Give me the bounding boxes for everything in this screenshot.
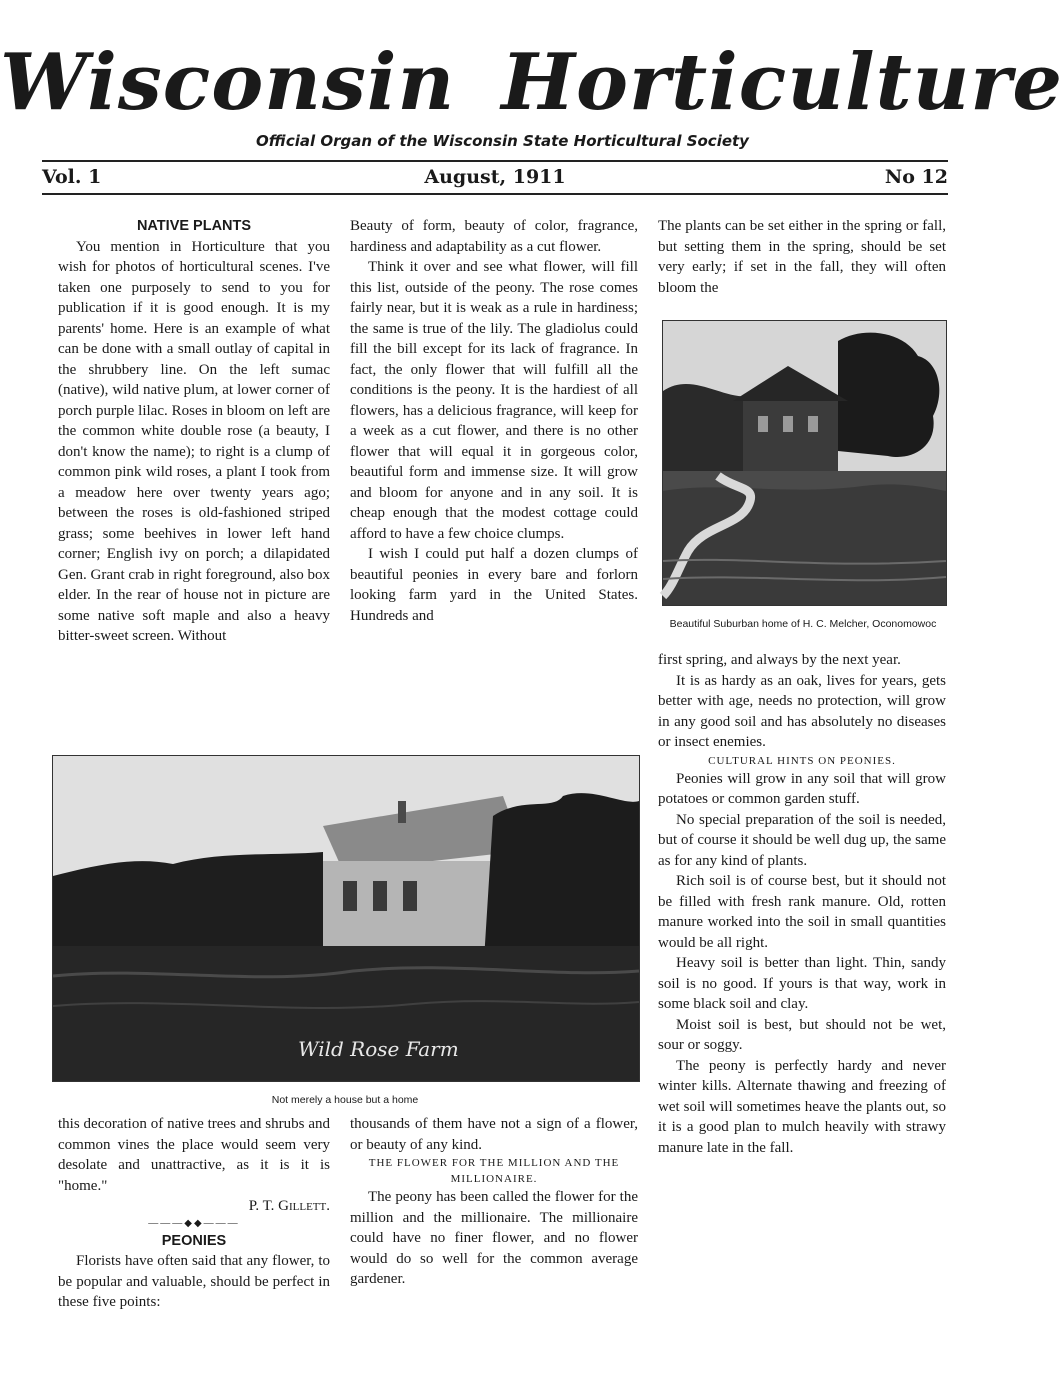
cultural-hints-heading: CULTURAL HINTS ON PEONIES. bbox=[708, 754, 896, 767]
million-paragraph-2: It is as hardy as an oak, lives for years, gets better with age, needs no protection, will grow in any good soil and has absolutely no diseases or insect enemies. bbox=[658, 672, 946, 750]
wild-rose-farm-illustration bbox=[53, 756, 639, 1081]
cultural-hint-3: Rich soil is of course best, but it should not be filled with fresh rank manure. Old, rotten manure worked into the soil in small quantities would be all right. bbox=[658, 873, 946, 951]
peonies-paragraph-continued: Beauty of form, beauty of color, fragrance, hardiness and adaptability as a cut flower. bbox=[350, 218, 638, 255]
peonies-paragraph-2: Think it over and see what flower, will fill this list, outside of the peony. The rose comes fairly near, but it is weak as a rule in hardiness; the same is true of the lily. The gladiolus could fill the bill except for its lack of fragrance. In fact, the only flower that will fulfill all the conditions is the peony. It is the hardiest of all flowers, has a delicious fragrance, will keep for a week as a cut flower, and there is no other flower that will equal it in gorgeous color, beautiful form and immense size. It will grow and bloom for anyone and in any soil. It is cheap enough that the modest cottage could afford to have a few choice clumps. bbox=[350, 259, 638, 542]
suburban-home-illustration bbox=[663, 321, 946, 605]
masthead-rule-top bbox=[42, 160, 948, 162]
column-3-bottom bbox=[658, 650, 946, 1158]
issue-number: No 12 bbox=[884, 166, 948, 188]
native-plants-signature: P. T. Gillett. bbox=[248, 1198, 330, 1214]
section-divider: ———◆◆——— bbox=[148, 1217, 240, 1229]
suburban-home-caption: Beautiful Suburban home of H. C. Melcher, Oconomowoc bbox=[669, 618, 937, 630]
column-1-top bbox=[58, 216, 330, 647]
issue-info-row bbox=[42, 166, 948, 190]
suburban-home-photo bbox=[662, 320, 947, 606]
million-heading: THE FLOWER FOR THE MILLION AND THE MILLIONAIRE. bbox=[368, 1157, 620, 1185]
masthead-rule-bottom bbox=[42, 193, 948, 195]
cultural-hint-4: Heavy soil is better than light. Thin, sandy soil is no good. If yours is that way, work in some black soil and clay. bbox=[658, 955, 946, 1012]
masthead-title bbox=[0, 37, 1063, 128]
million-paragraph-continued: The plants can be set either in the spring or fall, but setting them in the spring, should be set very early; if set in the fall, they will often bloom the bbox=[658, 218, 946, 296]
masthead-title-word1: Wisconsin bbox=[0, 37, 456, 128]
cultural-hint-2: No special preparation of the soil is needed, but of course it should be well dug up, the same as for any kind of plants. bbox=[658, 811, 946, 869]
farm-sign-text: Wild Rose Farm bbox=[298, 1037, 459, 1061]
peonies-heading: PEONIES bbox=[161, 1232, 227, 1249]
masthead-subtitle: Official Organ of the Wisconsin State Horticultural Society bbox=[256, 132, 749, 150]
cultural-hint-6: The peony is perfectly hardy and never winter kills. Alternate thawing and freezing of wet soil will sometimes heave the plants out, so it is a good plan to mulch heavily with strawy manure late in the fall. bbox=[658, 1057, 946, 1156]
cultural-hint-5: Moist soil is best, but should not be wet, sour or soggy. bbox=[658, 1016, 946, 1053]
column-3-top bbox=[658, 216, 946, 298]
million-paragraph-end: first spring, and always by the next year. bbox=[658, 652, 901, 668]
column-1-bottom bbox=[58, 1114, 330, 1313]
peonies-paragraph-3: I wish I could put half a dozen clumps of beautiful peonies in every bare and forlorn looking farm yard in the United States. Hundreds and bbox=[350, 546, 638, 624]
issue-date: August, 1911 bbox=[424, 166, 566, 188]
volume-label: Vol. 1 bbox=[42, 166, 102, 188]
masthead-title-word2: Horticulture bbox=[501, 37, 1063, 128]
million-paragraph-1: The peony has been called the flower for the million and the millionaire. The millionaire could have no finer flower, and no flower would do so well for the common average gardener. bbox=[350, 1189, 638, 1287]
native-plants-heading: NATIVE PLANTS bbox=[136, 218, 252, 234]
column-2-top bbox=[350, 216, 638, 626]
column-2-bottom bbox=[350, 1114, 638, 1290]
peonies-paragraph-3-end: thousands of them have not a sign of a flower, or beauty of any kind. bbox=[350, 1116, 638, 1153]
wild-rose-farm-photo bbox=[52, 755, 640, 1082]
peonies-paragraph-1: Florists have often said that any flower, to be popular and valuable, should be perfect in these five points: bbox=[58, 1253, 330, 1310]
wild-rose-farm-caption: Not merely a house but a home bbox=[271, 1094, 419, 1106]
cultural-hint-1: Peonies will grow in any soil that will grow potatoes or common garden stuff. bbox=[658, 770, 946, 807]
native-plants-paragraph-end: this decoration of native trees and shrubs and common vines the place would seem very desolate and unattractive, as it is it is "home." bbox=[58, 1116, 330, 1194]
native-plants-paragraph: You mention in Horticulture that you wish for photos of horticultural scenes. I've taken one purposely to send to you for publication if it is good enough. It is my parents' home. Here is an example of what can be done with a small outlay of capital in the shrubbery line. On the left sumac (native), wild native plum, at lower corner of porch purple lilac. Roses in bloom on left are the common white double rose (a beauty, I don't know the name); to right is a clump of common pink wild roses, a plant I took from a meadow here over twenty years ago; between the roses is old-fashioned striped grass; some beehives in lower left hand corner; English ivy on porch; a dilapidated Gen. Grant crab in right foreground, also box elder. In the rear of house not in picture are some native soft maple and also a heavy bitter-sweet screen. Without bbox=[58, 238, 331, 644]
